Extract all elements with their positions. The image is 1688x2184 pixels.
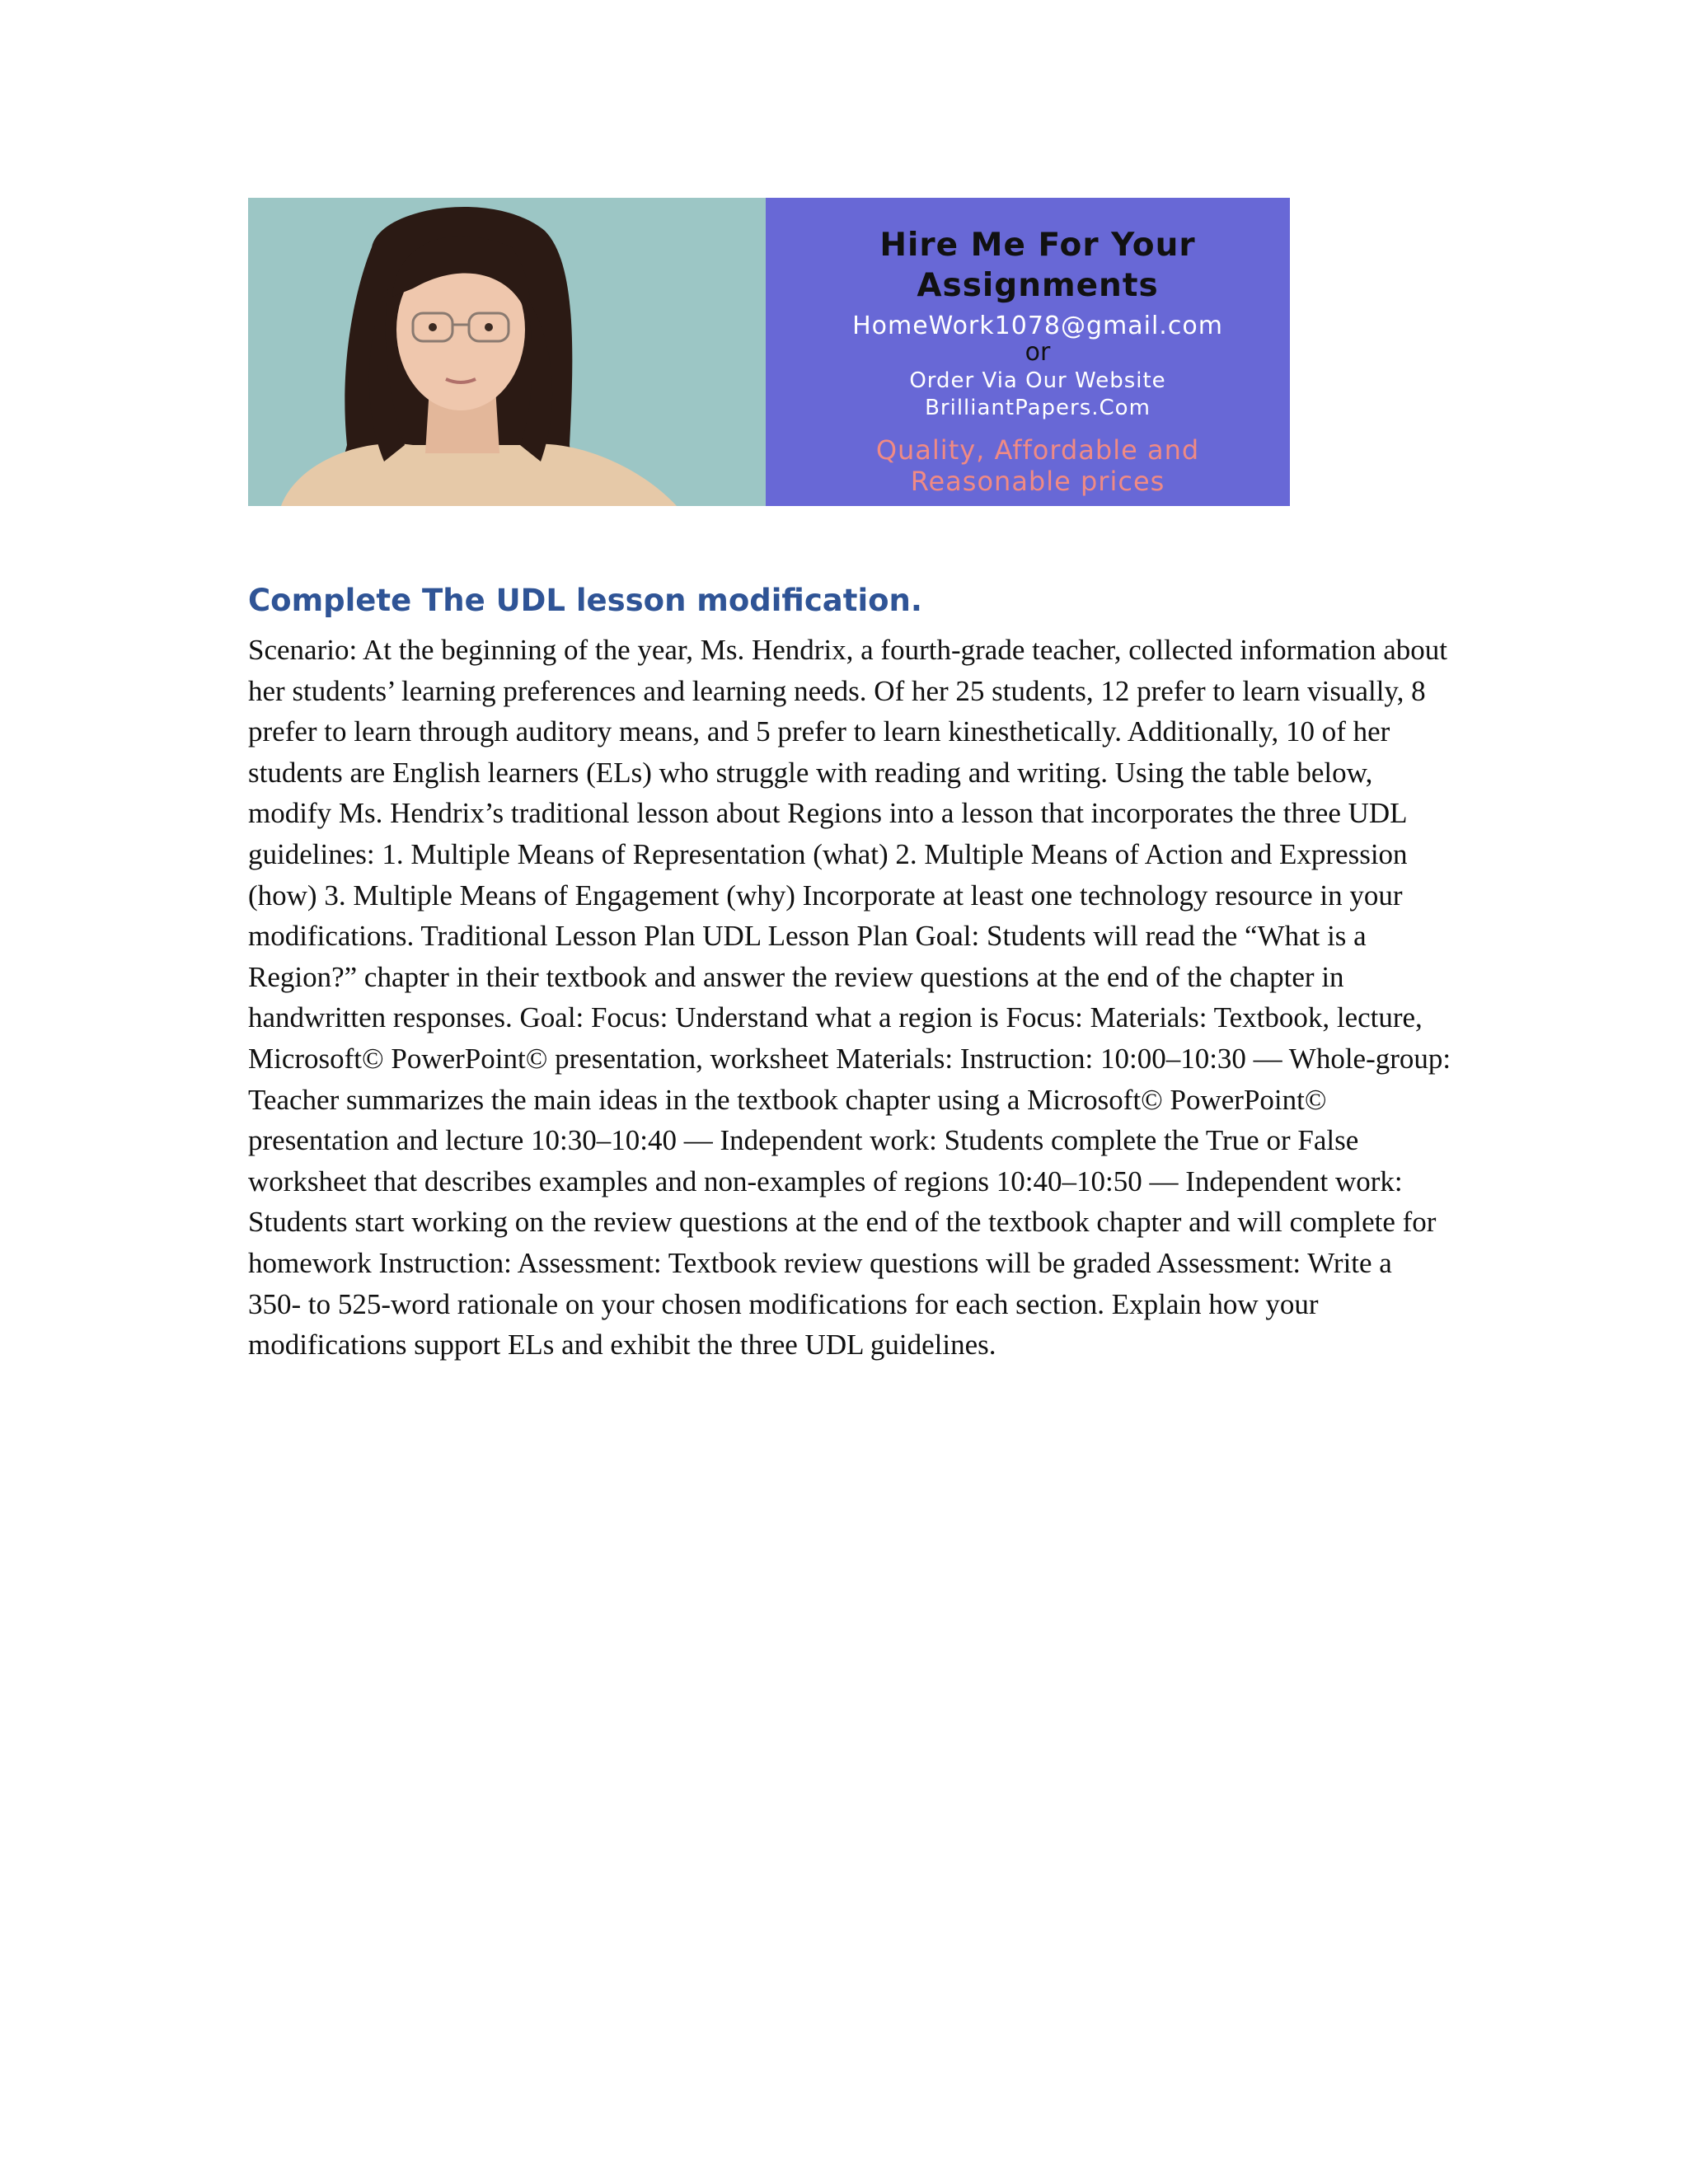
or-separator: or [1025,338,1051,367]
woman-photo [248,198,766,506]
website-text: BrilliantPapers.Com [925,396,1151,420]
banner-title-line2: Assignments [917,267,1159,304]
page-title: Complete The UDL lesson modification. [248,583,922,618]
banner-title-line1: Hire Me For Your [879,227,1196,264]
order-text: Order Via Our Website [909,368,1166,393]
quality-tagline-line2: Reasonable prices [910,466,1165,497]
quality-tagline-line1: Quality, Affordable and [875,434,1200,466]
contact-panel [766,198,1290,506]
advertisement-banner [248,198,1290,506]
contact-email: HomeWork1078@gmail.com [852,312,1223,340]
scenario-paragraph: Scenario: At the beginning of the year, Ms. Hendrix, a fourth-grade teacher, collected information about her students’ learning preferences and learning needs. Of her 25 students, 12 prefer to learn visually, 8 prefer to learn through auditory means, and 5 prefer to learn kinesthetically. Additionally, 10 of her students are English learners (ELs) who struggle with reading and writing. Using the table below, modify Ms. Hendrix’s traditional lesson about Regions into a lesson that incorporates the three UDL guidelines: 1. Multiple Means of Representation (what) 2. Multiple Means of Action and Expression (how) 3. Multiple Means of Engagement (why) Incorporate at least one technology resource in your modifications. Traditional Lesson Plan UDL Lesson Plan Goal: Students will read the “What is a Region?” chapter in their textbook and answer the review questions at the end of the chapter in handwritten responses. Goal: Focus: Understand what a region is Focus: Materials: Textbook, lecture, Microsoft© PowerPoint© presentation, worksheet Materials: Instruction: 10:00–10:30 — Whole-group: Teacher summarizes the main ideas in the textbook chapter using a Microsoft© PowerPoint© presentation and lecture 10:30–10:40 — Independent work: Students complete the True or False worksheet that describes examples and non-examples of regions 10:40–10:50 — Independent work: Students start working on the review questions at the end of the textbook chapter and will complete for homework Instruction: Assessment: Textbook review questions will be graded Assessment: Write a 350- to 525-word rationale on your chosen modifications for each section. Explain how your modifications support ELs and exhibit the three UDL guidelines. [248,634,1451,1361]
